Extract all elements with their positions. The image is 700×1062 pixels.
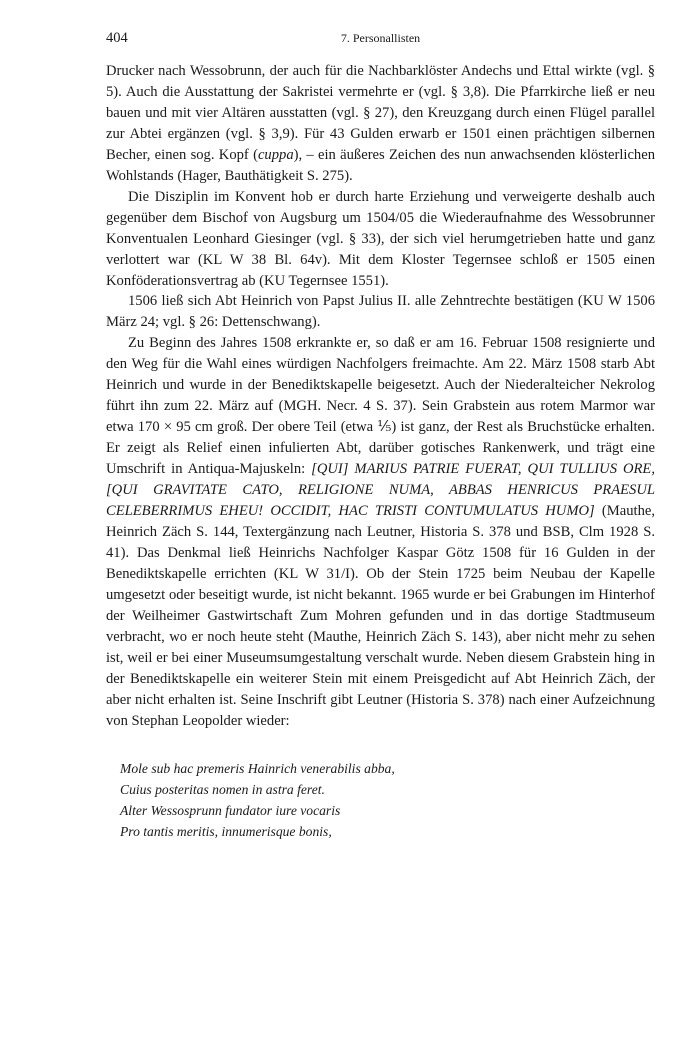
text-run: Drucker nach Wessobrunn, der auch für die Nachbarklöster Andechs und Ettal wirkte (vgl. § 5). Auch die Ausstattung der Sakristei vermehrte er (vgl. § 3,8). Die Pfarrkirche ließ er neu bauen und mit vier Altären ausstatten (vgl. § 27), den Kreuzgang durch einen Flügel parallel zur Abtei ergänzen (vgl. § 3,9). Für 43 Gulden erwarb er 1501 einen prächtigen silbernen Becher, einen sog. Kopf (: [106, 63, 655, 163]
text-run: (Mauthe, Heinrich Zäch S. 144, Textergänzung nach Leutner, Historia S. 378 und BSB, Clm 1928 S. 41). Das Denkmal ließ Heinrichs Nachfolger Kaspar Götz 1508 für 16 Gulden in der Benediktskapelle errichten (KL W 31/I). Ob der Stein 1725 beim Neubau der Kapelle umgesetzt oder beseitigt wurde, ist nicht bekannt. 1965 wurde er bei Grabungen im Hinterhof der Weilheimer Gastwirtschaft Zum Mohren gefunden und in das dortige Stadtmuseum verbracht, wo er noch heute steht (Mauthe, Heinrich Zäch S. 143), aber nicht mehr zu sehen ist, weil er bei einer Museumsumgestaltung verschalt wurde. Neben diesem Grabstein hing in der Benediktskapelle ein weiterer Stein mit einem Preisgedicht auf Abt Heinrich Zäch, der aber nicht erhalten ist. Seine Inschrift gibt Leutner (Historia S. 378) nach einer Aufzeichnung von Stephan Leopolder wieder:: [106, 503, 655, 729]
text-run: Zu Beginn des Jahres 1508 erkrankte er, so daß er am 16. Februar 1508 resignierte und den Weg für die Wahl eines würdigen Nachfolgers freimachte. Am 22. März 1508 starb Abt Heinrich und wurde in der Benediktskapelle beigesetzt. Auch der Niederalteicher Nekrolog führt ihn zum 22. März auf (MGH. Necr. 4 S. 37). Sein Grabstein aus rotem Marmor war etwa 170 × 95 cm groß. Der obere Teil (etwa ⅕) ist ganz, der Rest als Bruchstücke erhalten. Er zeigt als Relief einen infulierten Abt, darüber gotisches Rankenwerk, und trägt eine Umschrift in Antiqua-Majuskeln:: [106, 335, 655, 478]
verse-line: Pro tantis meritis, innumerisque bonis,: [120, 823, 332, 839]
paragraph: [106, 61, 655, 187]
verse-line: Mole sub hac premeris Hainrich venerabilis abba,: [120, 760, 395, 776]
paragraph: [106, 333, 655, 731]
text-run: ), – ein äußeres Zeichen des nun anwachsenden klösterlichen Wohlstands (Hager, Bauthätigkeit S. 275).: [106, 146, 655, 184]
paragraph: [106, 187, 655, 292]
italic-text: [QUI] MARIUS PATRIE FUERAT, QUI TULLIUS ORE, [QUI GRAVITATE CATO, RELIGIONE NUMA, ABBAS HENRICUS PRAESUL CELEBERRIMUS EHEU! OCCIDIT, HAC TRISTI CONTUMULATUS HUMO]: [106, 461, 655, 520]
page-number: 404: [106, 30, 128, 46]
text-run: 1506 ließ sich Abt Heinrich von Papst Julius II. alle Zehntrechte bestätigen (KU W 1506 März 24; vgl. § 26: Dettenschwang).: [106, 293, 655, 331]
running-head: 7. Personallisten: [340, 31, 421, 45]
verse-block: [120, 758, 655, 842]
verse-line: Alter Wessosprunn fundator iure vocaris: [120, 802, 341, 818]
page-header: [106, 30, 655, 52]
paragraph: [106, 291, 655, 333]
body-text: [106, 61, 655, 732]
document-page: [106, 30, 655, 842]
verse-line: Cuius posteritas nomen in astra feret.: [120, 781, 325, 797]
italic-text: cuppa: [257, 146, 294, 163]
text-run: Die Disziplin im Konvent hob er durch harte Erziehung und verweigerte deshalb auch gegenüber dem Bischof von Augsburg um 1504/05 die Wiederaufnahme des Wessobrunner Konventualen Leonhard Giesinger (vgl. § 33), der sich viel herumgetrieben hatte und ganz verlottert war (KL W 38 Bl. 64v). Mit dem Kloster Tegernsee schloß er 1505 einen Konföderationsvertrag ab (KU Tegernsee 1551).: [106, 188, 655, 289]
